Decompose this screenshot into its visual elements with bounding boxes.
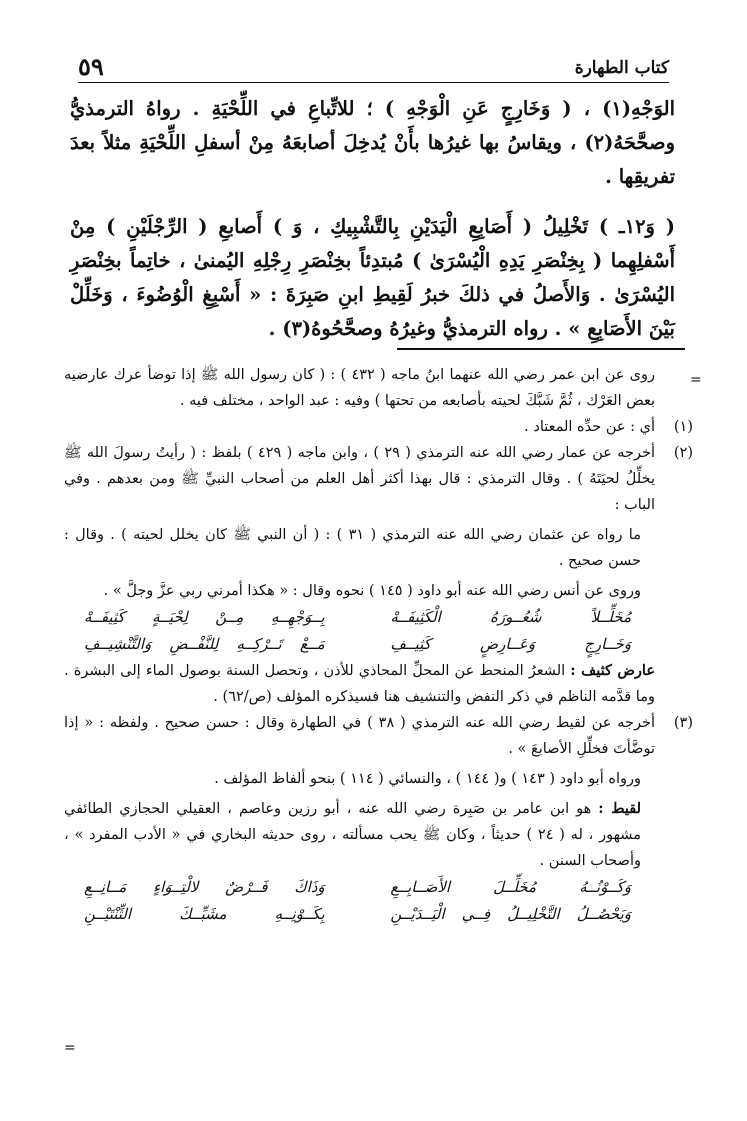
footnote-marker: (٣) <box>673 715 693 731</box>
footnote-text: أي : عن حدِّه المعتاد . <box>524 419 655 435</box>
page-number: ٥٩ <box>78 52 104 81</box>
verse-hemistich: وَذَاكَ فَــرْضٌ لالْتِــوَاءٍ مَــانِــعِ <box>84 878 325 896</box>
footnote-paragraph <box>64 796 655 874</box>
verse-hemistich: بِــوَجْهِــهِ مِــنْ لِحْيَــةٍ كَثِيفَــهْ <box>84 608 325 626</box>
footnote-paragraph <box>64 658 655 710</box>
footnote-3 <box>64 710 693 928</box>
book-title: كتاب الطهارة <box>574 58 669 78</box>
footnote-paragraph: ما رواه عن عثمان رضي الله عنه الترمذي ( ٣١ ) : ( أن النبي ﷺ كان يخلل لحيته ) . وقال : حسن صحيح . <box>64 527 641 569</box>
main-paragraph: الوَجْهِ(١) ، ( وَخَارِجٍ عَنِ الْوَجْهِ ) ؛ للاتِّباعِ في اللِّحْيَةِ . رواهُ الترمذيُّ وصحَّحَهُ(٢) ، ويقاسُ بها غيرُها بأَنْ يُدخِلَ أصابعَهُ مِنْ أسفلِ اللِّحْيَةِ مثلاً بعدَ تفريقِها . <box>70 97 675 188</box>
verse-hemistich: وَكَــوْنُــهُ مُخَلِّــلَ الأَصَــابِــعِ <box>390 878 631 896</box>
keyword: لقيط : <box>598 800 642 817</box>
continuation-mark: = <box>690 372 702 388</box>
footnote-marker: (١) <box>673 419 693 435</box>
footnote-2 <box>64 440 693 710</box>
verse-line <box>64 631 655 658</box>
footnote-paragraph: ورواه أبو داود ( ١٤٣ ) و( ١٤٤ ) ، والنسائي ( ١١٤ ) بنحو ألفاظ المؤلف . <box>214 771 641 787</box>
explanation: الشعرُ المنحط عن المحلِّ المحاذي للأذن ، وتحصل السنة بوصول الماء إلى البشرة . وما قدَّمه الناظم في ذكر النفض والتنشيف هنا فسيذكره المؤلف (ص/٦٢) . <box>64 663 655 705</box>
footnote-text: أخرجه عن عمار رضي الله عنه الترمذي ( ٢٩ ) ، وابن ماجه ( ٤٢٩ ) بلفظ : ( رأيتُ رسولَ الله ﷺ يخلِّلُ لحيَتَهُ ) . وقال الترمذي : قال بهذا أكثر أهل العلم من أصحاب النبيِّ ﷺ ومن بعدهم . وفي الباب : <box>64 445 655 513</box>
continuation-mark: = <box>64 1040 76 1056</box>
footnote-text: روى عن ابن عمر رضي الله عنهما ابنُ ماجه ( ٤٣٢ ) : ( كان رسول الله ﷺ إذا توضأ عرك عارضيه بعض العَرْك ، ثُمَّ شَبَّكَ لحيته بأصابعه من تحتها ) وفيه : عبد الواحد ، مختلف فيه . <box>64 367 656 409</box>
footnote-paragraph: وروى عن أنس رضي الله عنه أبو داود ( ١٤٥ ) نحوه وقال : « هكذا أمرني ربي عزَّ وجلَّ » . <box>103 583 641 599</box>
footnotes <box>64 362 693 928</box>
verse-hemistich: وَخَــارِجٍ وَعَــارِضٍ كَثِيــفِ <box>390 635 631 653</box>
verse-line <box>64 901 655 928</box>
header-rule <box>78 82 669 83</box>
footnote-separator <box>397 348 685 350</box>
footnote-text: أخرجه عن لقيط رضي الله عنه الترمذي ( ٣٨ ) في الطهارة وقال : حسن صحيح . ولفظه : « إذا توضَّأتَ فخلِّلِ الأصابعَ » . <box>64 715 655 757</box>
verse-hemistich: بِكَــوْنِــهِ مشَبِّــكَ الثِّنْتَيْــنِ <box>84 905 325 923</box>
main-text <box>70 92 675 346</box>
verse-hemistich: وَيَحْصُــلُ التَّخْلِيــلُ فِــي الْيَــدَيْــنِ <box>390 905 631 923</box>
footnote-continuation <box>64 362 693 414</box>
footnote-marker: (٢) <box>673 445 693 461</box>
verse-line <box>64 874 655 901</box>
keyword: عارض كثيف : <box>570 662 655 679</box>
main-paragraph: ( وَ١٢ـ ) تَخْلِيلُ ( أَصَابِعِ الْيَدَيْنِ بِالتَّشْبِيكِ ، وَ ) أَصابعِ ( الرِّجْلَيْنِ ) مِنْ أَسْفلِهِما ( بِخِنْصَرِ يَدِهِ الْيُسْرَىٰ ) مُبتدِئاً بخِنْصَرِ رِجْلِهِ اليُمنىٰ ، خاتِماً بخِنْصَرِ اليُسْرَىٰ . وَالأَصلُ في ذلكَ خبرُ لَقِيطِ ابنِ صَبِرَةَ : « أَسْبِغِ الْوُضُوءَ ، وَخَلِّلْ بَيْنَ الأَصَابِعِ » . رواه الترمذيُّ وغيرُهُ وصحَّحُوهُ(٣) . <box>70 215 675 340</box>
verse-line <box>64 604 655 631</box>
verse-hemistich: مُخَلِّــلاً شُعُــورَهُ الْكَثِيفَــهْ <box>390 608 631 626</box>
page-header <box>78 52 669 82</box>
verse-hemistich: مَــعْ تَــرْكِــهِ لِلنَّفْــضِ وَالتَّنْشِيــفِ <box>84 635 325 653</box>
footnote-1 <box>64 414 693 440</box>
explanation: هو ابن عامر بن صَبِرة رضي الله عنه ، أبو رزين وعاصم ، العقيلي الحجازي الطائفي مشهور ، له ( ٢٤ ) حديثاً ، وكان ﷺ يحب مسألته ، روى حديثه البخاري في « الأدب المفرد » ، وأصحاب السنن . <box>64 801 641 869</box>
